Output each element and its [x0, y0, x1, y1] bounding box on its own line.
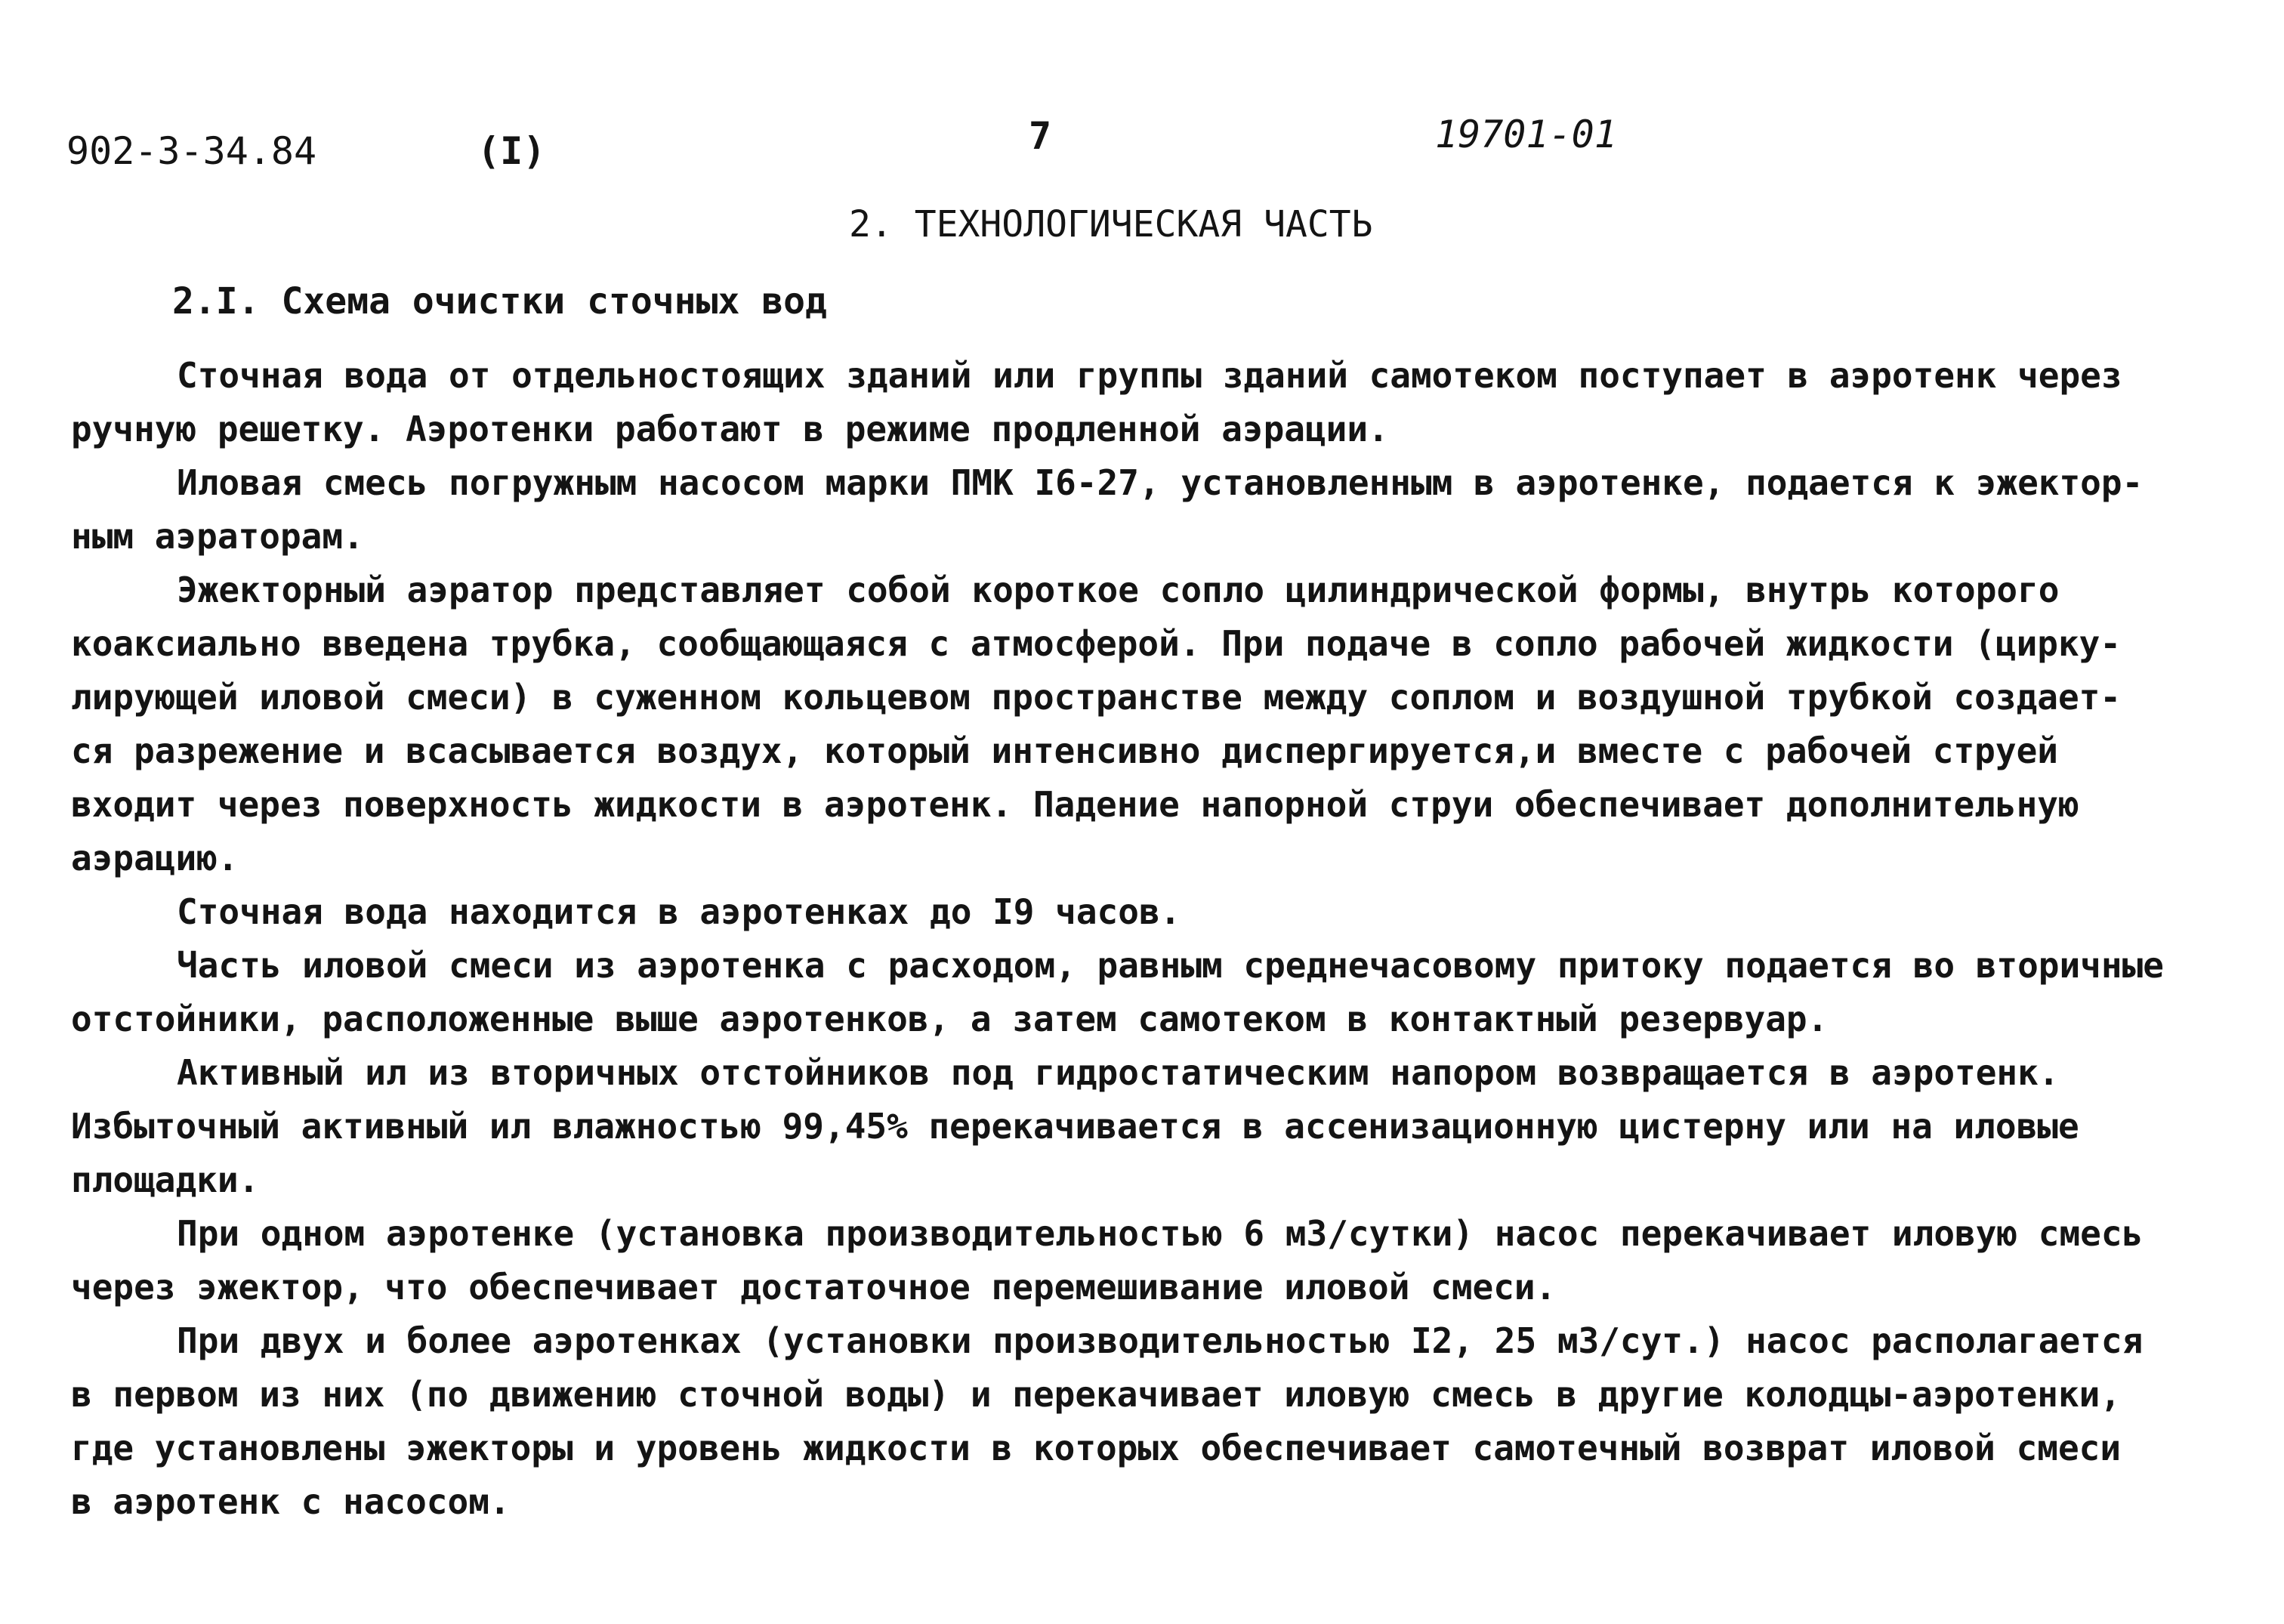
- page-number: 7: [1029, 114, 1052, 158]
- text-line: ным аэраторам.: [71, 516, 364, 557]
- text-line: в первом из них (по движению сточной воды) и перекачивает иловую смесь в другие колодцы-аэротенки,: [71, 1374, 2122, 1415]
- body-text: [71, 349, 2239, 1529]
- text-line: через эжектор, что обеспечивает достаточное перемешивание иловой смеси.: [71, 1267, 1557, 1308]
- text-line: площадки.: [71, 1159, 260, 1200]
- text-line: ручную решетку. Аэротенки работают в режиме продленной аэрации.: [71, 409, 1389, 449]
- subsection-title: 2.I. Схема очистки сточных вод: [172, 280, 827, 323]
- text-line: Эжекторный аэратор представляет собой короткое сопло цилиндрической формы, внутрь которого: [177, 570, 2060, 610]
- text-line: Часть иловой смеси из аэротенка с расходом, равным среднечасовому притоку подается во вторичные: [177, 945, 2164, 986]
- text-line: Сточная вода находится в аэротенках до I9 часов.: [177, 891, 1181, 932]
- text-line: При двух и более аэротенках (установки производительностью I2, 25 м3/сут.) насос располагается: [177, 1320, 2144, 1361]
- text-line: входит через поверхность жидкости в аэротенк. Падение напорной струи обеспечивает дополнительную: [71, 784, 2079, 825]
- text-line: лирующей иловой смеси) в суженном кольцевом пространстве между соплом и воздушной трубкой создает-: [71, 677, 2122, 718]
- text-line: При одном аэротенке (установка производительностью 6 м3/сутки) насос перекачивает иловую смесь: [177, 1213, 2144, 1254]
- document-code: 902-3-34.84: [66, 129, 317, 173]
- text-line: Избыточный активный ил влажностью 99,45% перекачивается в ассенизационную цистерну или на иловые: [71, 1106, 2079, 1147]
- text-line: Иловая смесь погружным насосом марки ПМК I6-27, установленным в аэротенке, подается к эжектор-: [177, 462, 2144, 503]
- document-number: 19701-01: [1435, 113, 1617, 156]
- text-line: аэрацию.: [71, 838, 239, 878]
- document-part: (I): [477, 129, 546, 173]
- text-line: в аэротенк с насосом.: [71, 1481, 511, 1522]
- text-line: коаксиально введена трубка, сообщающаяся с атмосферой. При подаче в сопло рабочей жидкости (цирку-: [71, 623, 2122, 664]
- text-line: где установлены эжекторы и уровень жидкости в которых обеспечивает самотечный возврат иловой смеси: [71, 1428, 2122, 1468]
- text-line: ся разрежение и всасывается воздух, который интенсивно диспергируется,и вместе с рабочей струей: [71, 730, 2058, 771]
- section-title: 2. ТЕХНОЛОГИЧЕСКАЯ ЧАСТЬ: [849, 203, 1373, 245]
- text-line: отстойники, расположенные выше аэротенков, а затем самотеком в контактный резервуар.: [71, 999, 1829, 1039]
- text-line: Сточная вода от отдельностоящих зданий или группы зданий самотеком поступает в аэротенк через: [177, 355, 2122, 396]
- text-line: Активный ил из вторичных отстойников под гидростатическим напором возвращается в аэротенк.: [177, 1052, 2060, 1093]
